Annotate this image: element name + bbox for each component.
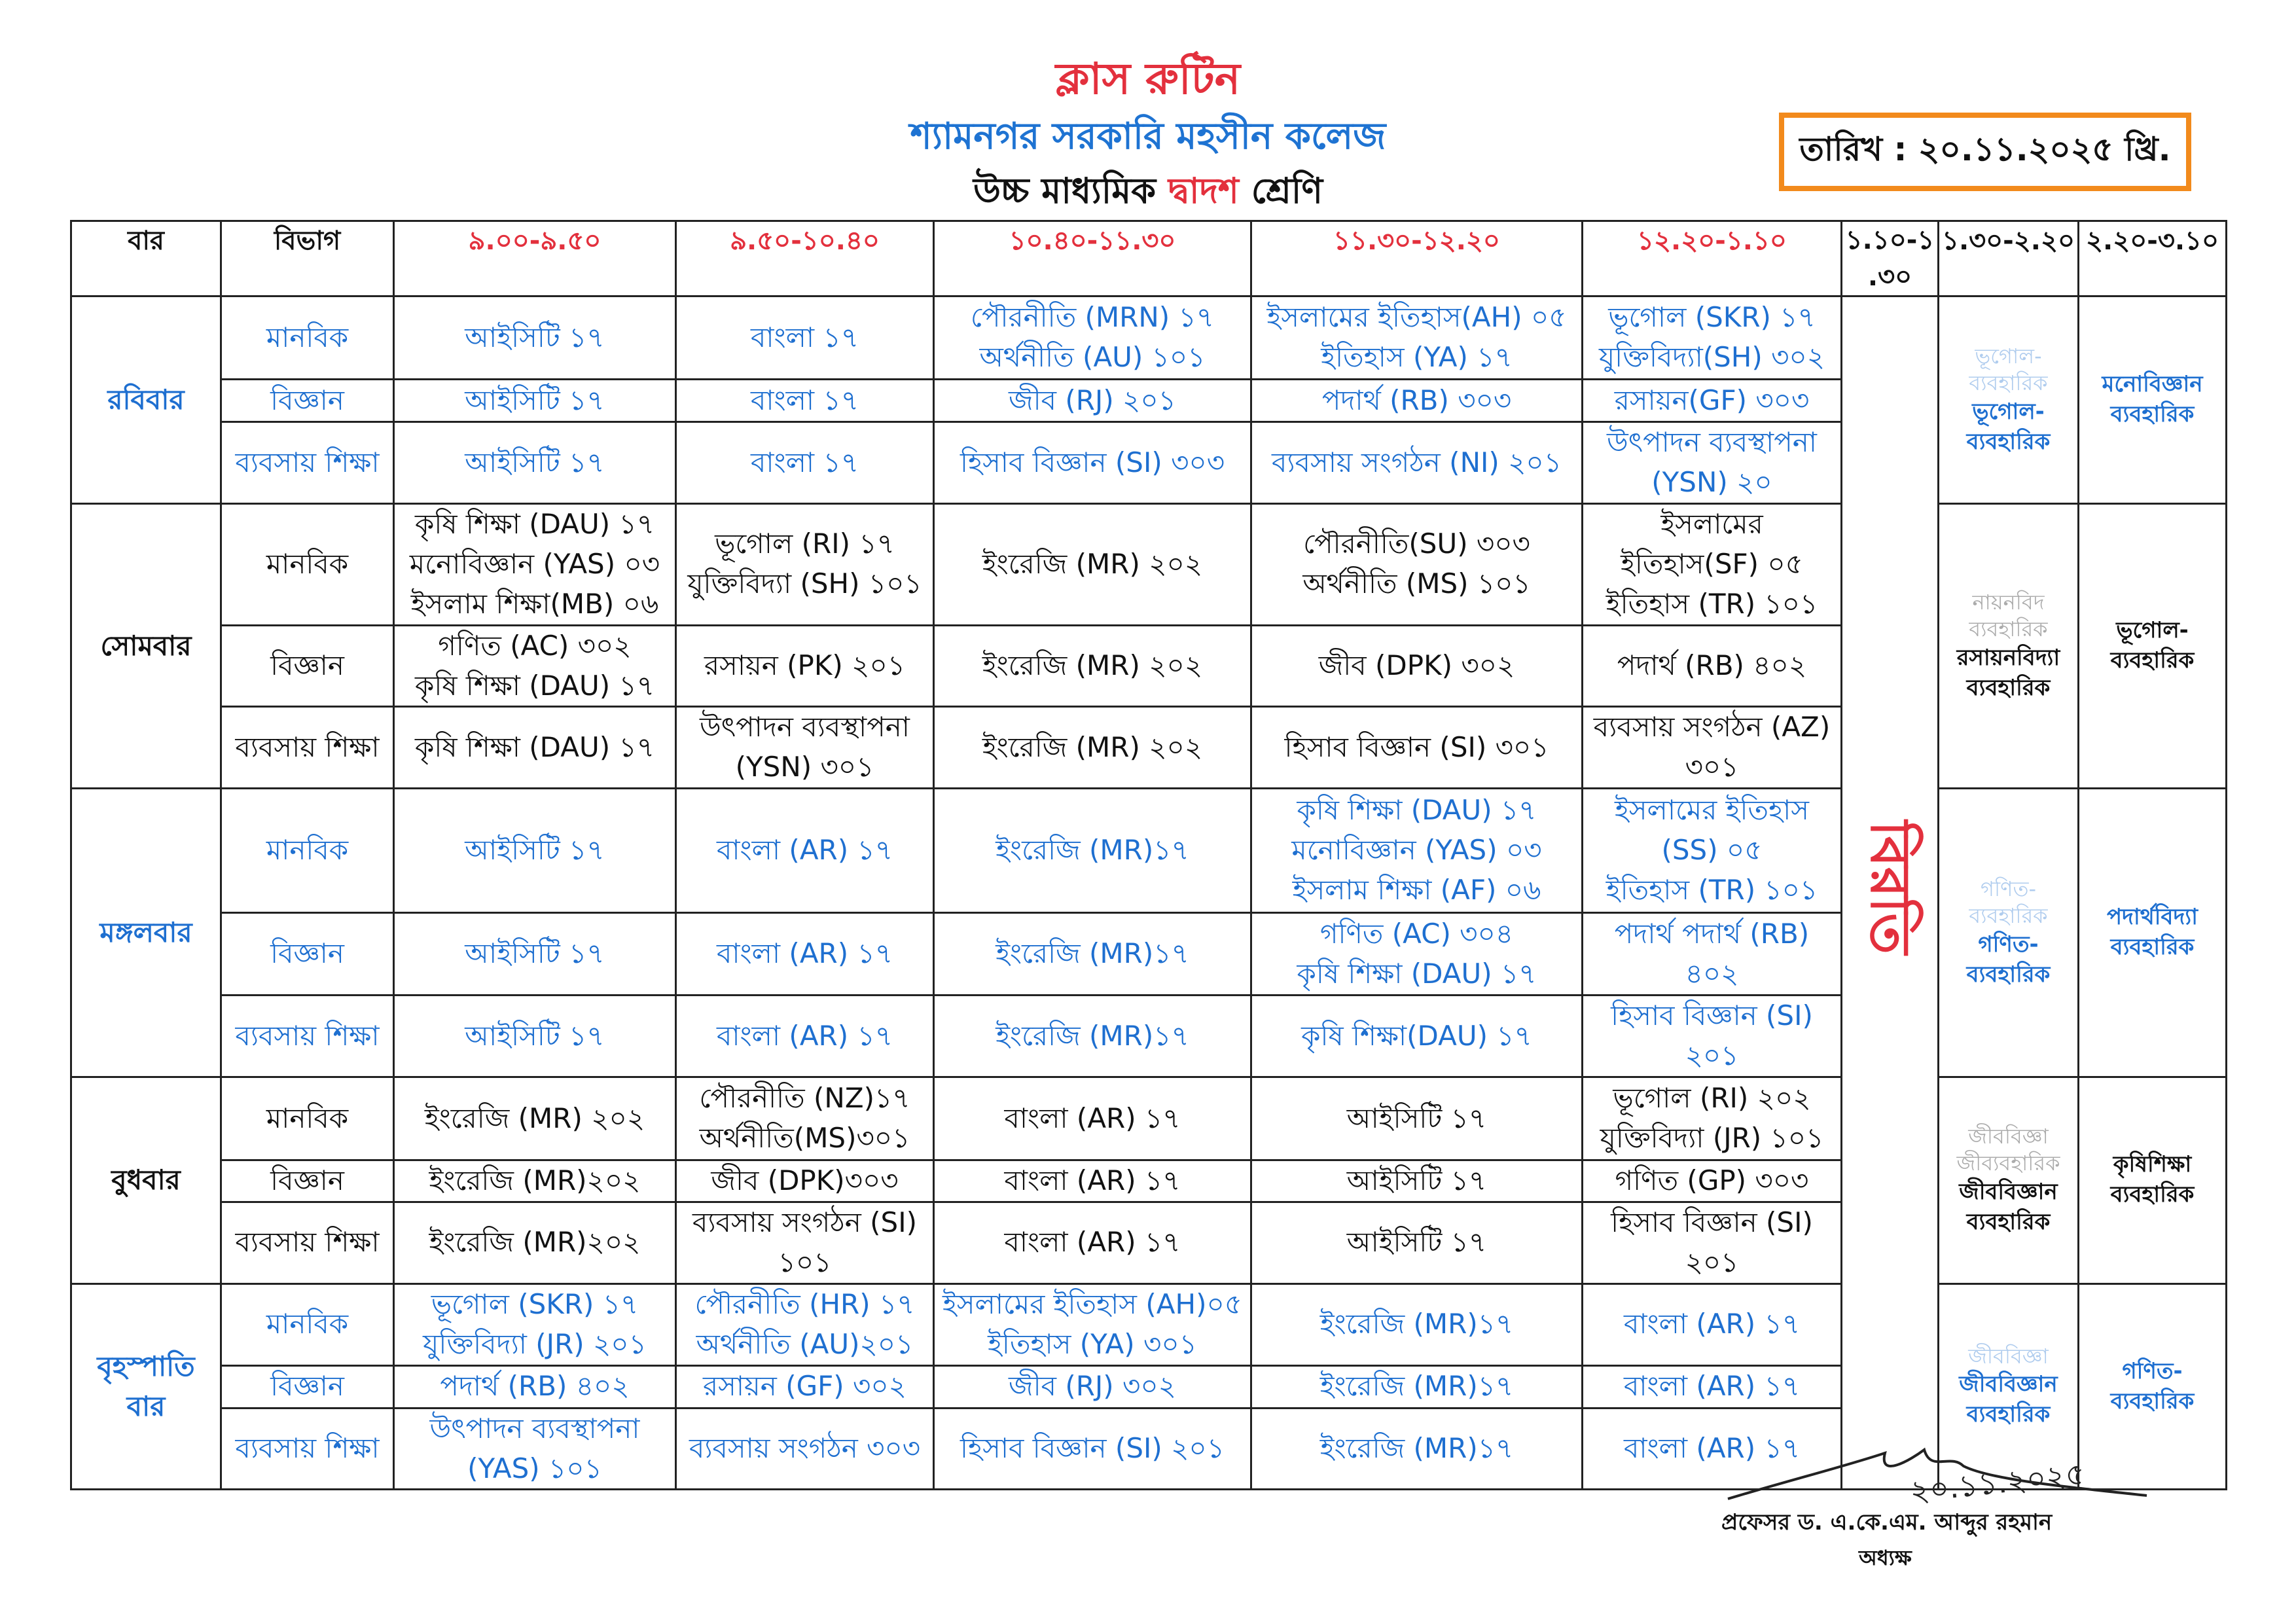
department-cell: মানবিক bbox=[221, 789, 394, 913]
practical-faint-text: জীববিজ্ঞা জীব্যবহারিক bbox=[1956, 1123, 2060, 1176]
class-cell: পৌরনীতি (MRN) ১৭ অর্থনীতি (AU) ১০১ bbox=[934, 296, 1251, 380]
department-cell: ব্যবসায় শিক্ষা bbox=[221, 1202, 394, 1283]
class-cell: হিসাব বিজ্ঞান (SI) ৩০৩ bbox=[934, 422, 1251, 504]
class-cell: আইসিটি ১৭ bbox=[1251, 1160, 1583, 1202]
class-cell: বাংলা (AR) ১৭ bbox=[1583, 1365, 1842, 1408]
class-cell: আইসিটি ১৭ bbox=[1251, 1202, 1583, 1283]
practical-text: ভূগোল- ব্যবহারিক bbox=[1966, 398, 2051, 455]
class-cell: আইসিটি ১৭ bbox=[1251, 1077, 1583, 1160]
date-text: তারিখ : ২০.১১.২০২৫ খ্রি. bbox=[1799, 130, 2171, 168]
practical-cell bbox=[1939, 789, 2079, 1077]
class-cell: গণিত (AC) ৩০২ কৃষি শিক্ষা (DAU) ১৭ bbox=[394, 625, 676, 707]
practical-cell bbox=[1939, 1077, 2079, 1284]
column-header: ১১.৩০-১২.২০ bbox=[1251, 221, 1583, 296]
department-cell: মানবিক bbox=[221, 504, 394, 626]
class-cell: ইসলামের ইতিহাস (SS) ০৫ ইতিহাস (TR) ১০১ bbox=[1583, 789, 1842, 913]
class-cell: কৃষি শিক্ষা (DAU) ১৭ bbox=[394, 707, 676, 789]
class-cell: বাংলা ১৭ bbox=[676, 380, 934, 422]
class-cell: কৃষি শিক্ষা (DAU) ১৭ মনোবিজ্ঞান (YAS) ০৩ ইসলাম শিক্ষা (AF) ০৬ bbox=[1251, 789, 1583, 913]
column-header: বিভাগ bbox=[221, 221, 394, 296]
class-cell: বাংলা (AR) ১৭ bbox=[934, 1077, 1251, 1160]
class-cell: বাংলা (AR) ১৭ bbox=[934, 1160, 1251, 1202]
practical-text: গণিত- ব্যবহারিক bbox=[2110, 1357, 2195, 1414]
class-cell: আইসিটি ১৭ bbox=[394, 789, 676, 913]
header-row bbox=[71, 221, 2227, 296]
column-header: ১.৩০-২.২০ bbox=[1939, 221, 2079, 296]
class-cell: ভূগোল (RI) ২০২ যুক্তিবিদ্যা (JR) ১০১ bbox=[1583, 1077, 1842, 1160]
class-cell: ইসলামের ইতিহাস(AH) ০৫ ইতিহাস (YA) ১৭ bbox=[1251, 296, 1583, 380]
practical-faint-text: ভূগোল- ব্যবহারিক bbox=[1969, 343, 2048, 396]
routine-title: ক্লাস রুটিন bbox=[1055, 54, 1241, 104]
class-cell: জীব (DPK)৩০৩ bbox=[676, 1160, 934, 1202]
class-cell: পৌরনীতি(SU) ৩০৩ অর্থনীতি (MS) ১০১ bbox=[1251, 504, 1583, 626]
column-header: ১২.২০-১.১০ bbox=[1583, 221, 1842, 296]
practical-text: ভূগোল- ব্যবহারিক bbox=[2110, 617, 2195, 674]
class-cell: ইংরেজি (MR) ২০২ bbox=[934, 504, 1251, 626]
class-cell: হিসাব বিজ্ঞান (SI) ২০১ bbox=[1583, 1202, 1842, 1283]
class-cell: পদার্থ (RB) ৩০৩ bbox=[1251, 380, 1583, 422]
department-cell: ব্যবসায় শিক্ষা bbox=[221, 422, 394, 504]
class-cell: ব্যবসায় সংগঠন (SI) ১০১ bbox=[676, 1202, 934, 1283]
class-cell: জীব (DPK) ৩০২ bbox=[1251, 625, 1583, 707]
class-cell: হিসাব বিজ্ঞান (SI) ২০১ bbox=[1583, 996, 1842, 1077]
practical-cell bbox=[2079, 1077, 2227, 1284]
class-prefix: উচ্চ মাধ্যমিক bbox=[973, 170, 1156, 211]
class-cell: আইসিটি ১৭ bbox=[394, 296, 676, 380]
class-cell: ইসলামের ইতিহাস(SF) ০৫ ইতিহাস (TR) ১০১ bbox=[1583, 504, 1842, 626]
practical-cell bbox=[2079, 789, 2227, 1077]
class-cell: হিসাব বিজ্ঞান (SI) ৩০১ bbox=[1251, 707, 1583, 789]
class-cell: বাংলা (AR) ১৭ bbox=[934, 1202, 1251, 1283]
class-cell: ব্যবসায় সংগঠন (AZ) ৩০১ bbox=[1583, 707, 1842, 789]
break-cell bbox=[1842, 296, 1939, 1490]
class-cell: হিসাব বিজ্ঞান (SI) ২০১ bbox=[934, 1408, 1251, 1490]
day-cell: সোমবার bbox=[71, 504, 221, 789]
practical-faint-text: জীববিজ্ঞা bbox=[1968, 1343, 2049, 1369]
day-cell: বৃহস্পাতি বার bbox=[71, 1283, 221, 1490]
class-cell: রসায়ন (PK) ২০১ bbox=[676, 625, 934, 707]
signature-date: ২০.১১.২০২৫ bbox=[1908, 1456, 2087, 1509]
class-cell: গণিত (AC) ৩০৪ কৃষি শিক্ষা (DAU) ১৭ bbox=[1251, 913, 1583, 996]
department-cell: বিজ্ঞান bbox=[221, 380, 394, 422]
department-cell: বিজ্ঞান bbox=[221, 1365, 394, 1408]
class-cell: বাংলা ১৭ bbox=[676, 296, 934, 380]
department-cell: ব্যবসায় শিক্ষা bbox=[221, 996, 394, 1077]
class-cell: ইংরেজি (MR)২০২ bbox=[394, 1202, 676, 1283]
day-cell: রবিবার bbox=[71, 296, 221, 504]
department-cell: ব্যবসায় শিক্ষা bbox=[221, 707, 394, 789]
class-cell: পদার্থ পদার্থ (RB) ৪০২ bbox=[1583, 913, 1842, 996]
class-cell: পদার্থ (RB) ৪০২ bbox=[394, 1365, 676, 1408]
class-cell: পৌরনীতি (NZ)১৭ অর্থনীতি(MS)৩০১ bbox=[676, 1077, 934, 1160]
practical-cell bbox=[1939, 296, 2079, 504]
department-cell: বিজ্ঞান bbox=[221, 913, 394, 996]
class-cell: কৃষি শিক্ষা (DAU) ১৭ মনোবিজ্ঞান (YAS) ০৩ ইসলাম শিক্ষা(MB) ০৬ bbox=[394, 504, 676, 626]
department-cell: ব্যবসায় শিক্ষা bbox=[221, 1408, 394, 1490]
class-cell: কৃষি শিক্ষা(DAU) ১৭ bbox=[1251, 996, 1583, 1077]
class-cell: ইংরেজি (MR)১৭ bbox=[934, 913, 1251, 996]
class-cell: বাংলা (AR) ১৭ bbox=[1583, 1408, 1842, 1490]
department-cell: বিজ্ঞান bbox=[221, 625, 394, 707]
class-cell: ভূগোল (RI) ১৭ যুক্তিবিদ্যা (SH) ১০১ bbox=[676, 504, 934, 626]
class-cell: ইংরেজি (MR)১৭ bbox=[934, 996, 1251, 1077]
class-cell: ইংরেজি (MR) ২০২ bbox=[934, 707, 1251, 789]
class-suffix: শ্রেণি bbox=[1251, 170, 1323, 211]
department-cell: মানবিক bbox=[221, 1077, 394, 1160]
routine-table bbox=[70, 220, 2227, 1490]
class-cell: বাংলা (AR) ১৭ bbox=[676, 913, 934, 996]
class-highlight: দ্বাদশ bbox=[1168, 170, 1239, 211]
class-cell: পৌরনীতি (HR) ১৭ অর্থনীতি (AU)২০১ bbox=[676, 1283, 934, 1365]
class-cell: বাংলা ১৭ bbox=[676, 422, 934, 504]
class-cell: রসায়ন(GF) ৩০৩ bbox=[1583, 380, 1842, 422]
day-cell: মঙ্গলবার bbox=[71, 789, 221, 1077]
class-cell: গণিত (GP) ৩০৩ bbox=[1583, 1160, 1842, 1202]
class-cell: বাংলা (AR) ১৭ bbox=[1583, 1283, 1842, 1365]
class-cell: জীব (RJ) ২০১ bbox=[934, 380, 1251, 422]
practical-text: মনোবিজ্ঞান ব্যবহারিক bbox=[2102, 371, 2203, 427]
break-label: বিরতি bbox=[1858, 820, 1923, 954]
class-cell: ইসলামের ইতিহাস (AH)০৫ ইতিহাস (YA) ৩০১ bbox=[934, 1283, 1251, 1365]
class-cell: পদার্থ (RB) ৪০২ bbox=[1583, 625, 1842, 707]
practical-text: জীববিজ্ঞান ব্যবহারিক bbox=[1959, 1179, 2058, 1235]
table-row bbox=[71, 296, 2227, 380]
practical-faint-text: নায়নবিদ ব্যবহারিক bbox=[1969, 589, 2048, 642]
date-box bbox=[1779, 113, 2191, 191]
column-header: বার bbox=[71, 221, 221, 296]
class-cell: ইংরেজি (MR)১৭ bbox=[1251, 1365, 1583, 1408]
column-header: ৯.০০-৯.৫০ bbox=[394, 221, 676, 296]
practical-faint-text: গণিত- ব্যবহারিক bbox=[1969, 876, 2048, 929]
class-cell: জীব (RJ) ৩০২ bbox=[934, 1365, 1251, 1408]
college-name: শ্যামনগর সরকারি মহসীন কলেজ bbox=[910, 115, 1386, 158]
class-cell: উৎপাদন ব্যবস্থাপনা (YAS) ১০১ bbox=[394, 1408, 676, 1490]
practical-cell bbox=[2079, 296, 2227, 504]
department-cell: মানবিক bbox=[221, 1283, 394, 1365]
class-cell: ইংরেজি (MR)১৭ bbox=[1251, 1283, 1583, 1365]
class-cell: আইসিটি ১৭ bbox=[394, 422, 676, 504]
department-cell: বিজ্ঞান bbox=[221, 1160, 394, 1202]
class-cell: ইংরেজি (MR)১৭ bbox=[934, 789, 1251, 913]
class-cell: উৎপাদন ব্যবস্থাপনা (YSN) ৩০১ bbox=[676, 707, 934, 789]
class-cell: ব্যবসায় সংগঠন ৩০৩ bbox=[676, 1408, 934, 1490]
class-cell: ইংরেজি (MR)২০২ bbox=[394, 1160, 676, 1202]
class-cell: বাংলা (AR) ১৭ bbox=[676, 996, 934, 1077]
class-cell: ইংরেজি (MR) ২০২ bbox=[394, 1077, 676, 1160]
class-cell: আইসিটি ১৭ bbox=[394, 913, 676, 996]
day-cell: বুধবার bbox=[71, 1077, 221, 1284]
class-cell: ইংরেজি (MR)১৭ bbox=[1251, 1408, 1583, 1490]
practical-text: গণিত- ব্যবহারিক bbox=[1966, 931, 2051, 988]
practical-cell bbox=[1939, 504, 2079, 789]
class-cell: আইসিটি ১৭ bbox=[394, 996, 676, 1077]
column-header: ১.১০-১.৩০ bbox=[1842, 221, 1939, 296]
practical-text: পদার্থবিদ্যা ব্যবহারিক bbox=[2106, 904, 2198, 961]
practical-text: জীববিজ্ঞান ব্যবহারিক bbox=[1959, 1371, 2058, 1428]
class-cell: আইসিটি ১৭ bbox=[394, 380, 676, 422]
class-cell: ভূগোল (SKR) ১৭ যুক্তিবিদ্যা(SH) ৩০২ bbox=[1583, 296, 1842, 380]
class-cell: ভূগোল (SKR) ১৭ যুক্তিবিদ্যা (JR) ২০১ bbox=[394, 1283, 676, 1365]
class-cell: উৎপাদন ব্যবস্থাপনা (YSN) ২০ bbox=[1583, 422, 1842, 504]
practical-text: রসায়নবিদ্যা ব্যবহারিক bbox=[1956, 644, 2060, 701]
signatory-name: প্রফেসর ড. এ.কে.এম. আব্দুর রহমান bbox=[1721, 1509, 2053, 1535]
practical-cell bbox=[2079, 504, 2227, 789]
class-cell: বাংলা (AR) ১৭ bbox=[676, 789, 934, 913]
class-cell: ব্যবসায় সংগঠন (NI) ২০১ bbox=[1251, 422, 1583, 504]
department-cell: মানবিক bbox=[221, 296, 394, 380]
column-header: ৯.৫০-১০.৪০ bbox=[676, 221, 934, 296]
column-header: ১০.৪০-১১.৩০ bbox=[934, 221, 1251, 296]
practical-text: কৃষিশিক্ষা ব্যবহারিক bbox=[2110, 1151, 2195, 1208]
class-cell: রসায়ন (GF) ৩০২ bbox=[676, 1365, 934, 1408]
column-header: ২.২০-৩.১০ bbox=[2079, 221, 2227, 296]
signatory-role: অধ্যক্ষ bbox=[1859, 1545, 1912, 1570]
class-cell: ইংরেজি (MR) ২০২ bbox=[934, 625, 1251, 707]
